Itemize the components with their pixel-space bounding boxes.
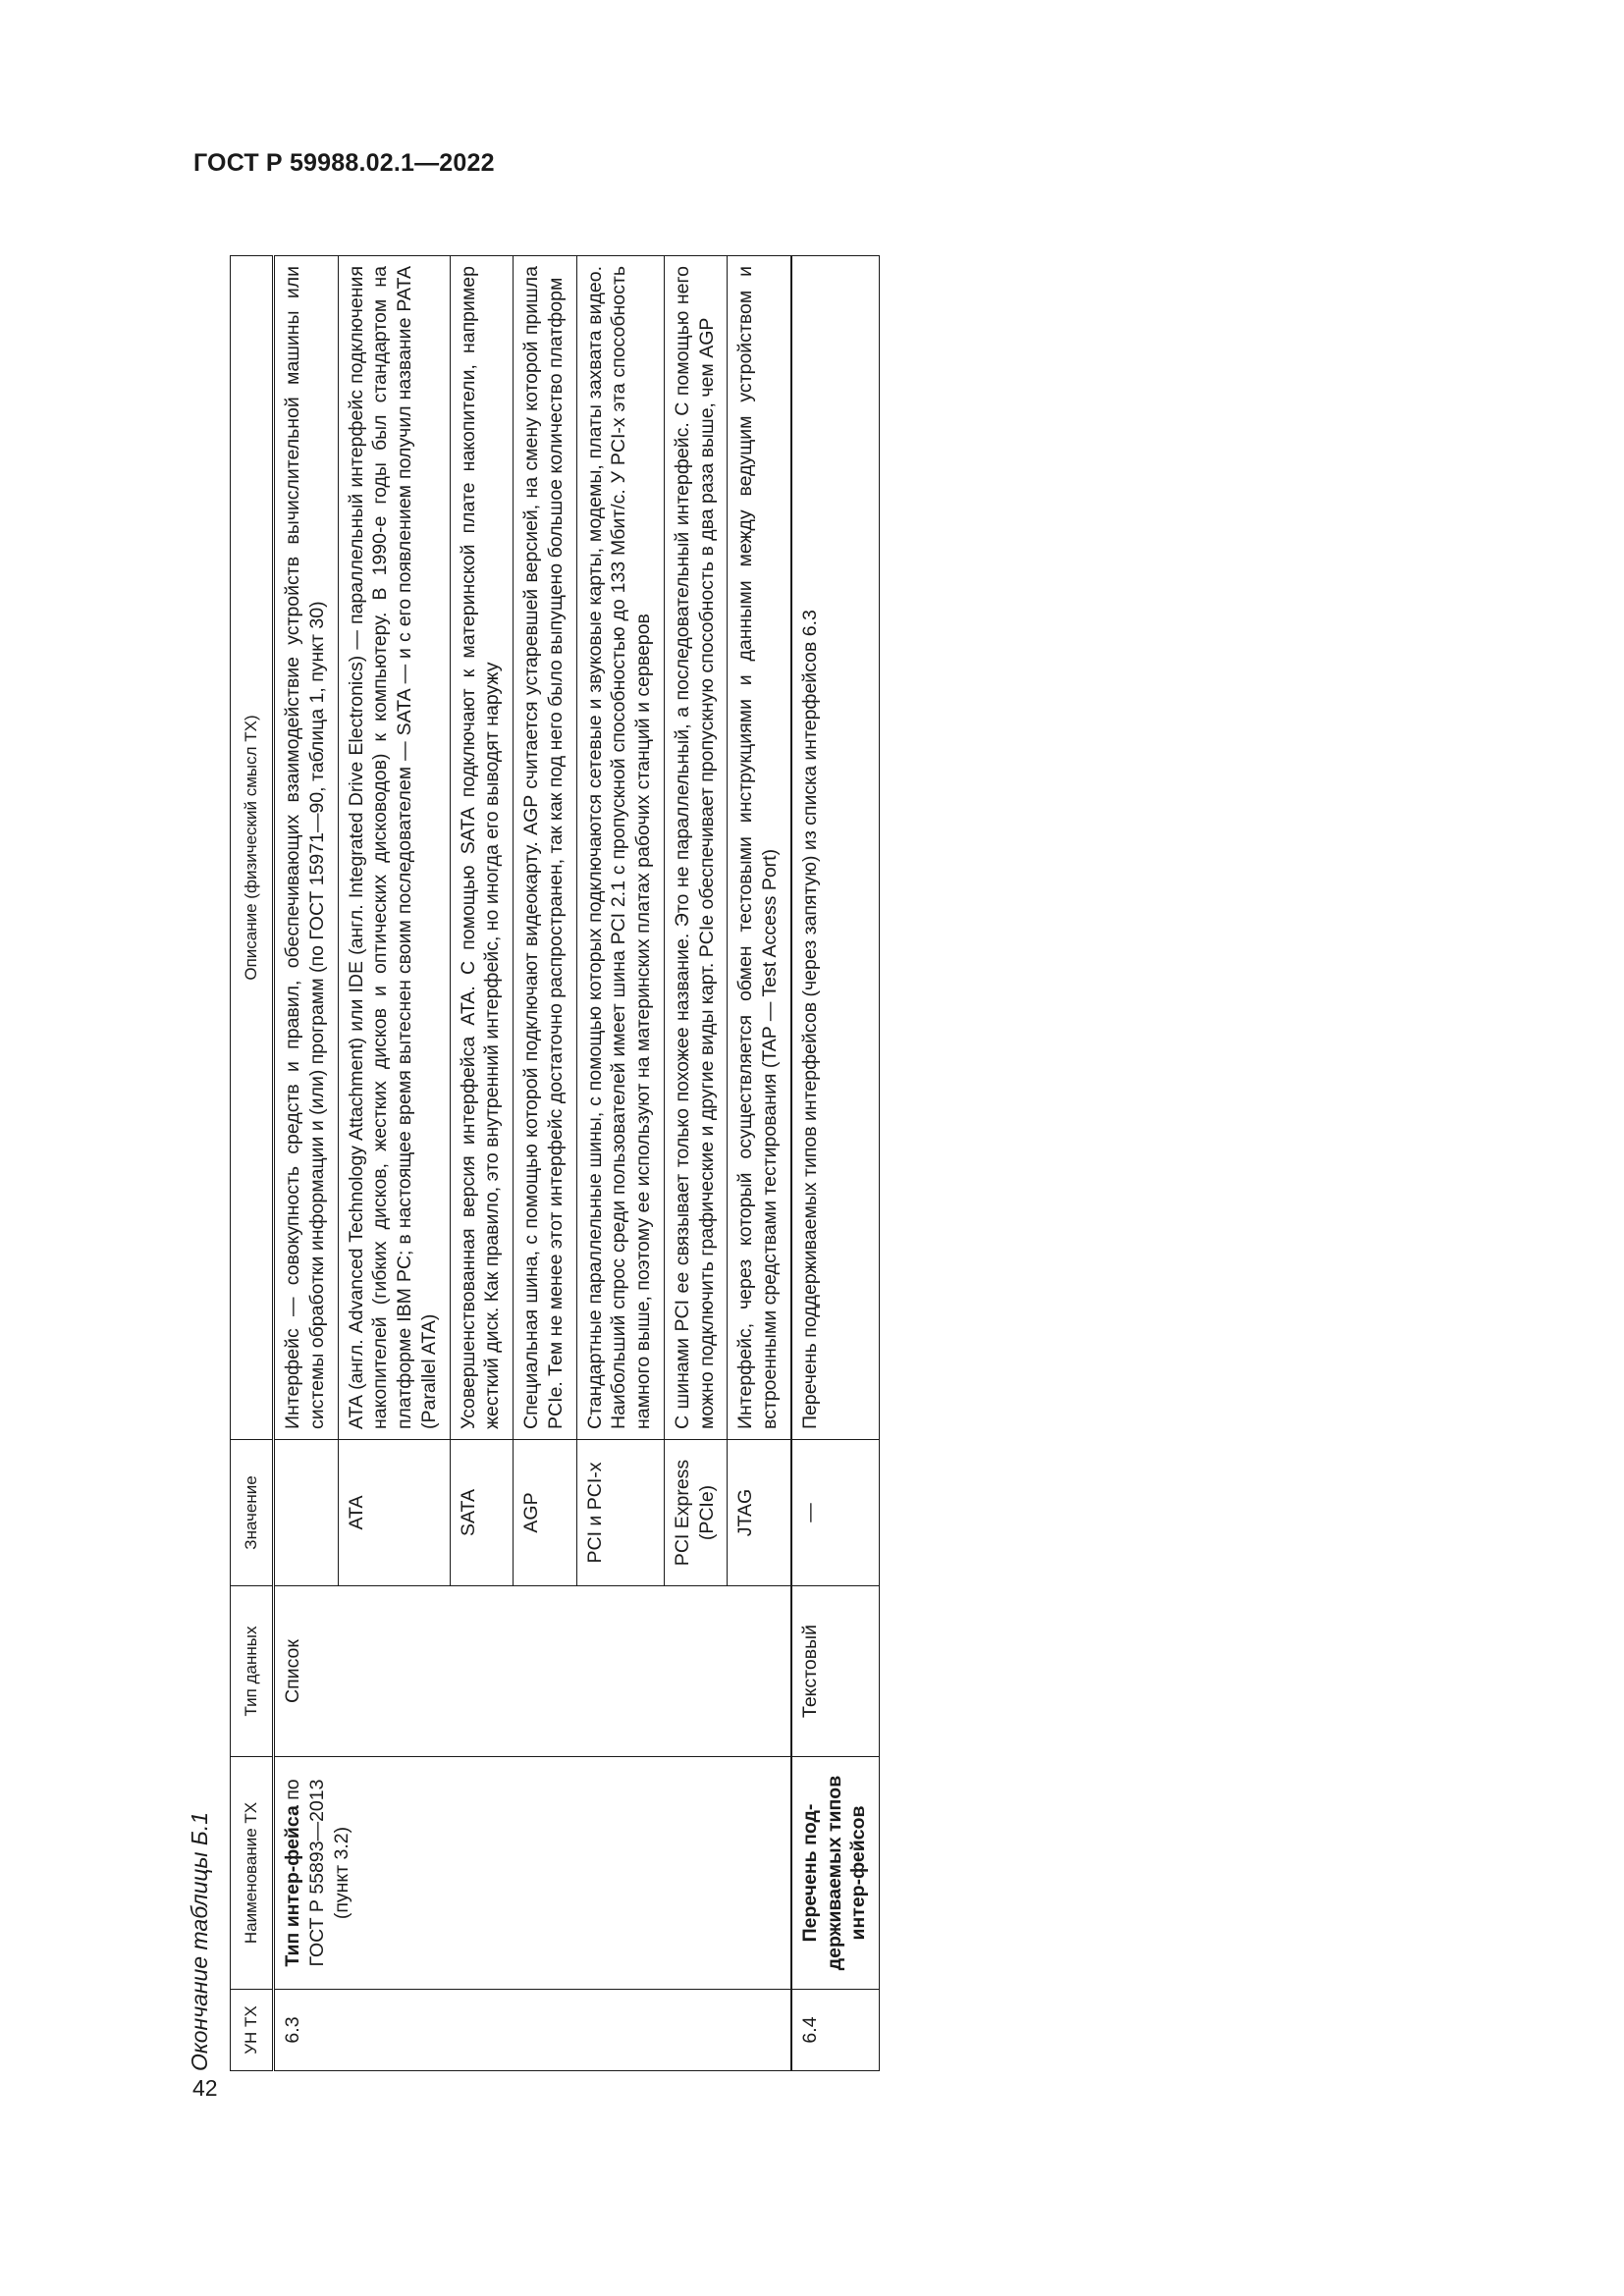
column-header-id: УН ТХ bbox=[231, 1990, 274, 2071]
description-cell: ATA (англ. Advanced Technology Attachment) или IDE (англ. Integrated Drive Electronics) — параллельный интерфейс подключения накопителей (гибких дисков, жестких дисков и оптических дисководов) к компьютеру. В 1990-е годы был стандартом на платформе IBM PC; в настоящее время вытеснен своим последователем — SATA — и с его появлением получил название PATA (Parallel ATA) bbox=[338, 256, 450, 1440]
value-cell: PCI Express (PCIe) bbox=[664, 1440, 728, 1586]
characteristics-table bbox=[230, 255, 880, 2071]
document-header: ГОСТ Р 59988.02.1—2022 bbox=[193, 149, 495, 177]
row-type-cell: Текстовый bbox=[791, 1586, 880, 1757]
value-cell: JTAG bbox=[728, 1440, 791, 1586]
column-header-type: Тип данных bbox=[231, 1586, 274, 1757]
row-name-reference: по ГОСТ Р 55893—2013 (пункт 3.2) bbox=[282, 1779, 352, 1967]
row-name-cell: Перечень под-держиваемых типов интер-фейсов bbox=[791, 1757, 880, 1990]
value-cell: AGP bbox=[514, 1440, 577, 1586]
description-cell: Перечень поддерживаемых типов интерфейсов (через запятую) из списка интерфейсов 6.3 bbox=[791, 256, 880, 1440]
table-header-row bbox=[231, 256, 274, 2071]
description-cell: С шинами PCI ее связывает только похожее название. Это не параллельный, а последовательный интерфейс. С помощью него можно подключить графические и другие виды карт. PCIe обеспечивает пропускную способность в два раза выше, чем AGP bbox=[664, 256, 728, 1440]
description-cell: Усовершенствованная версия интерфейса ATA. С помощью SATA подключают к материнской плате накопители, например жесткий диск. Как правило, это внутренний интерфейс, но иногда его выводят наружу bbox=[450, 256, 514, 1440]
value-cell: SATA bbox=[450, 1440, 514, 1586]
row-id-cell: 6.4 bbox=[791, 1990, 880, 2071]
row-id-cell: 6.3 bbox=[274, 1990, 791, 2071]
description-cell: Стандартные параллельные шины, с помощью которых подключаются сетевые и звуковые карты, модемы, платы захвата видео. Наибольший спрос среди пользователей имеет шина PCI 2.1 с пропускной способностью до 133 Мбит/с. У PCI-х эта способность намного выше, поэтому ее используют на материнских платах рабочих станций и серверов bbox=[576, 256, 664, 1440]
value-cell: PCI и PCI-x bbox=[576, 1440, 664, 1586]
column-header-name: Наименование ТХ bbox=[231, 1757, 274, 1990]
table-row bbox=[791, 256, 880, 2071]
row-type-cell: Список bbox=[274, 1586, 791, 1757]
description-cell: Специальная шина, с помощью которой подключают видеокарту. AGP считается устаревшей версией, на смену которой пришла PCIe. Тем не менее этот интерфейс достаточно распространен, так как под него было выпущено большое количество платформ bbox=[514, 256, 577, 1440]
rotated-table-block bbox=[187, 255, 1188, 2071]
column-header-value: Значение bbox=[231, 1440, 274, 1586]
table-caption: Окончание таблицы Б.1 bbox=[187, 1811, 212, 2071]
column-header-description: Описание (физический смысл ТХ) bbox=[231, 256, 274, 1440]
description-cell: Интерфейс, через который осуществляется обмен тестовыми инструкциями и данными между ведущим устройством и встроенными средствами тестирования (TAP — Test Access Port) bbox=[728, 256, 791, 1440]
description-cell: Интерфейс — совокупность средств и правил, обеспечивающих взаимодействие устройств вычислительной машины или системы обработки информации и (или) программ (по ГОСТ 15971—90, таблица 1, пункт 30) bbox=[274, 256, 339, 1440]
page-number: 42 bbox=[192, 2075, 218, 2101]
value-cell: — bbox=[791, 1440, 880, 1586]
table-row bbox=[274, 256, 339, 2071]
row-name-bold: Тип интер-фейса bbox=[282, 1805, 303, 1967]
value-cell: ATA bbox=[338, 1440, 450, 1586]
row-name-cell bbox=[274, 1757, 791, 1990]
value-cell-empty bbox=[274, 1440, 339, 1586]
